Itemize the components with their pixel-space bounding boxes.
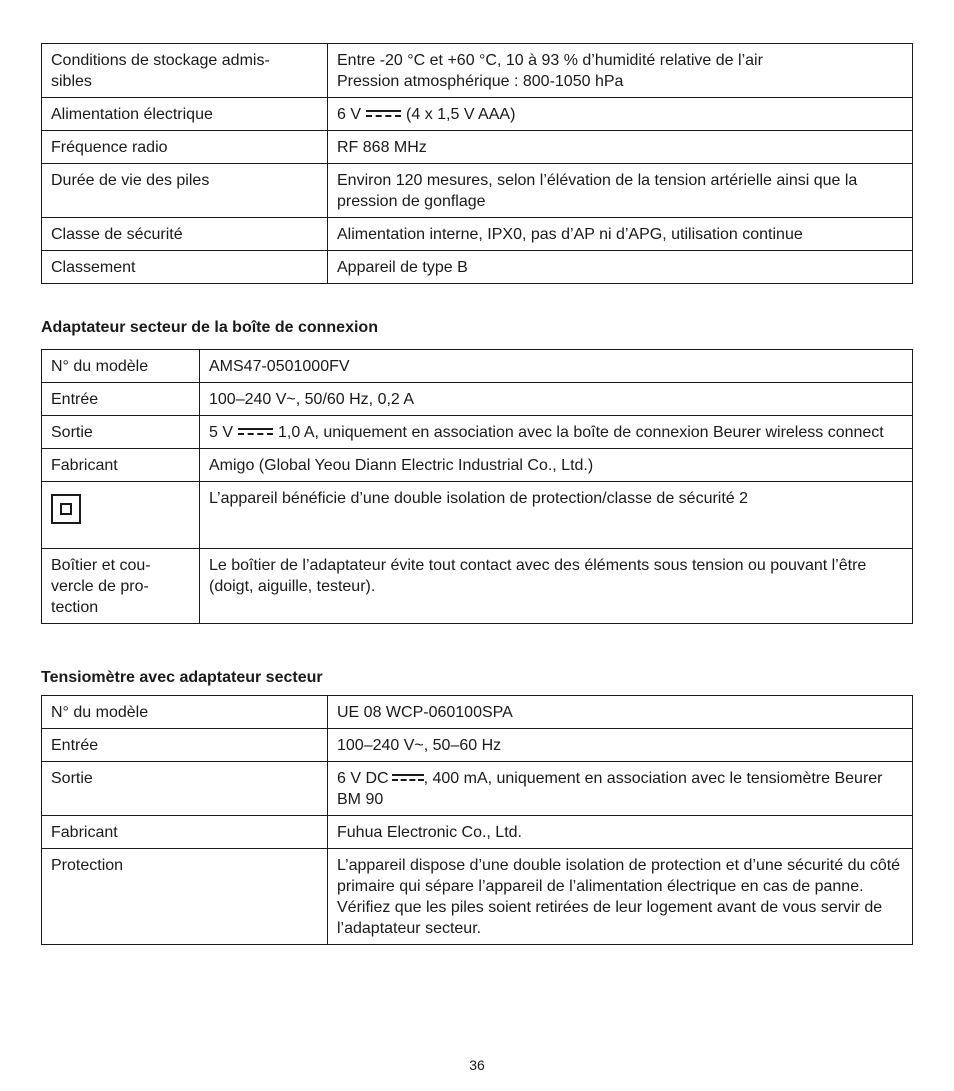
row-label bbox=[42, 482, 200, 549]
specifications-table bbox=[41, 43, 913, 284]
page-number: 36 bbox=[469, 1057, 485, 1073]
row-value: RF 868 MHz bbox=[328, 131, 913, 164]
table-row bbox=[42, 350, 913, 383]
row-label: Conditions de stockage admis- sibles bbox=[42, 44, 328, 98]
direct-current-icon bbox=[366, 110, 401, 118]
row-value: 100–240 V~, 50/60 Hz, 0,2 A bbox=[200, 383, 913, 416]
row-value: 100–240 V~, 50–60 Hz bbox=[328, 729, 913, 762]
table-row bbox=[42, 449, 913, 482]
row-value: Environ 120 mesures, selon l’élévation de la tension artérielle ainsi que la pression de gonflage bbox=[328, 164, 913, 218]
adapter-table bbox=[41, 349, 913, 624]
row-value bbox=[328, 762, 913, 816]
row-value: Alimentation interne, IPX0, pas d’AP ni d’APG, utilisation continue bbox=[328, 218, 913, 251]
row-label: Classement bbox=[42, 251, 328, 284]
table-row bbox=[42, 131, 913, 164]
row-label: Sortie bbox=[42, 762, 328, 816]
row-value: Appareil de type B bbox=[328, 251, 913, 284]
value-text: , 400 mA, uniquement en association avec le tensiomètre Beurer BM 90 bbox=[337, 770, 883, 808]
row-label: N° du modèle bbox=[42, 696, 328, 729]
value-text: 6 V DC bbox=[337, 770, 389, 787]
row-label: Entrée bbox=[42, 383, 200, 416]
table-row bbox=[42, 549, 913, 624]
section-heading: Tensiomètre avec adaptateur secteur bbox=[41, 669, 323, 686]
table-row bbox=[42, 729, 913, 762]
row-label: Fréquence radio bbox=[42, 131, 328, 164]
row-label: Fabricant bbox=[42, 449, 200, 482]
value-line: Entre -20 °C et +60 °C, 10 à 93 % d’humidité relative de l’air bbox=[337, 52, 763, 69]
table-row bbox=[42, 44, 913, 98]
table-row bbox=[42, 849, 913, 945]
row-label: Boîtier et cou- vercle de pro- tection bbox=[42, 549, 200, 624]
row-value: Amigo (Global Yeou Diann Electric Industrial Co., Ltd.) bbox=[200, 449, 913, 482]
direct-current-icon bbox=[392, 774, 424, 782]
row-value bbox=[200, 416, 913, 449]
row-value bbox=[328, 98, 913, 131]
row-label: Durée de vie des piles bbox=[42, 164, 328, 218]
row-value bbox=[328, 44, 913, 98]
row-label: N° du modèle bbox=[42, 350, 200, 383]
monitor-adapter-table bbox=[41, 695, 913, 945]
value-line: Pression atmosphérique : 800-1050 hPa bbox=[337, 73, 624, 90]
table-row bbox=[42, 383, 913, 416]
table-row bbox=[42, 696, 913, 729]
row-value bbox=[328, 849, 913, 945]
table-row bbox=[42, 816, 913, 849]
direct-current-icon bbox=[238, 428, 273, 436]
row-label: Protection bbox=[42, 849, 328, 945]
section-heading: Adaptateur secteur de la boîte de connexion bbox=[41, 319, 378, 336]
row-value: L’appareil bénéficie d’une double isolation de protection/classe de sécurité 2 bbox=[200, 482, 913, 549]
value-text: 1,0 A, uniquement en association avec la boîte de connexion Beurer wireless connect bbox=[278, 424, 884, 441]
row-value: UE 08 WCP-060100SPA bbox=[328, 696, 913, 729]
row-label: Alimentation électrique bbox=[42, 98, 328, 131]
row-value: Le boîtier de l’adaptateur évite tout contact avec des éléments sous tension ou pouvant l’être (doigt, aiguille, testeur). bbox=[200, 549, 913, 624]
row-label: Sortie bbox=[42, 416, 200, 449]
table-row bbox=[42, 251, 913, 284]
row-label: Fabricant bbox=[42, 816, 328, 849]
table-row bbox=[42, 164, 913, 218]
value-text: 6 V bbox=[337, 106, 362, 123]
table-row bbox=[42, 762, 913, 816]
value-text: (4 x 1,5 V AAA) bbox=[406, 106, 516, 123]
double-insulation-icon bbox=[51, 494, 81, 524]
table-row bbox=[42, 218, 913, 251]
table-row bbox=[42, 416, 913, 449]
row-label: Classe de sécurité bbox=[42, 218, 328, 251]
table-row bbox=[42, 98, 913, 131]
value-text: 5 V bbox=[209, 424, 234, 441]
value-paragraph: L’appareil dispose d’une double isolation de protection et d’une sécurité du côté primaire qui sépare l’appareil de l’alimentation électrique en cas de panne. bbox=[337, 857, 901, 895]
row-value: Fuhua Electronic Co., Ltd. bbox=[328, 816, 913, 849]
row-label: Entrée bbox=[42, 729, 328, 762]
row-value: AMS47-0501000FV bbox=[200, 350, 913, 383]
table-row bbox=[42, 482, 913, 549]
value-paragraph: Vérifiez que les piles soient retirées de leur logement avant de vous servir de l’adaptateur secteur. bbox=[337, 899, 883, 937]
